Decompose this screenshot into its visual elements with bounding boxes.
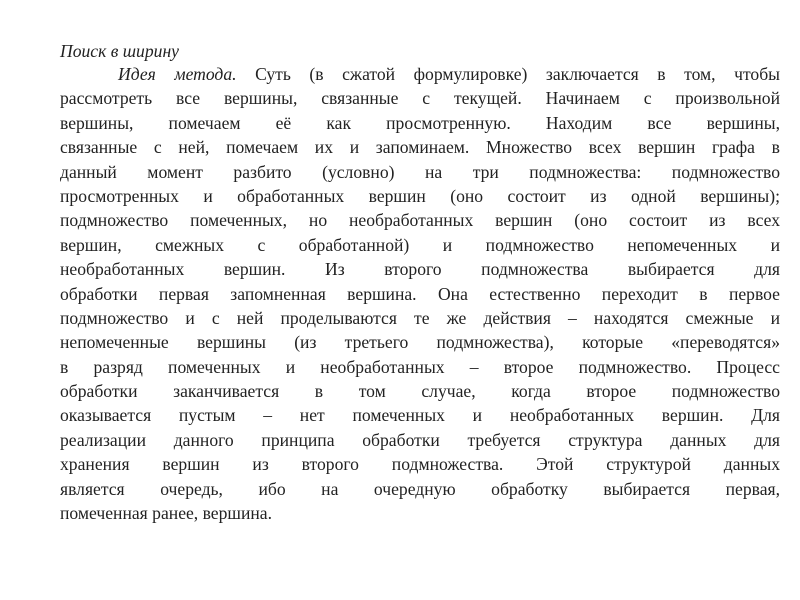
paragraph-line: непомеченные вершины (из третьего подмножества), которые «переводятся» bbox=[60, 332, 780, 353]
paragraph-line: оказывается пустым – нет помеченных и необработанных вершин. Для bbox=[60, 405, 780, 426]
paragraph-line: обработки заканчивается в том случае, когда второе подмножество bbox=[60, 381, 780, 402]
paragraph-line: обработки первая запомненная вершина. Она естественно переходит в первое bbox=[60, 283, 780, 304]
paragraph-line: необработанных вершин. Из второго подмножества выбирается для bbox=[60, 259, 780, 280]
paragraph-line bbox=[60, 62, 780, 86]
paragraph-line: в разряд помеченных и необработанных – второе подмножество. Процесс bbox=[60, 356, 780, 377]
paragraph-line: рассмотреть все вершины, связанные с текущей. Начинаем с произвольной bbox=[60, 88, 780, 109]
paragraph-line: вершины, помечаем её как просмотренную. Находим все вершины, bbox=[60, 112, 780, 133]
document-text bbox=[60, 40, 780, 525]
paragraph-line-text: Суть (в сжатой формулировке) заключается в том, чтобы bbox=[255, 64, 780, 84]
idea-label: Идея метода. bbox=[118, 64, 237, 84]
paragraph-line: вершин, смежных с обработанной) и подмножество непомеченных и bbox=[60, 234, 780, 255]
paragraph-line: связанные с ней, помечаем их и запоминаем. Множество всех вершин графа в bbox=[60, 137, 780, 158]
paragraph-line: просмотренных и обработанных вершин (оно состоит из одной вершины); bbox=[60, 185, 780, 206]
paragraph-line: помеченная ранее, вершина. bbox=[60, 503, 273, 524]
paragraph-line: реализации данного принципа обработки требуется структура данных для bbox=[60, 429, 780, 450]
paragraph-line: подмножество и с ней проделываются те же действия – находятся смежные и bbox=[60, 307, 780, 328]
paragraph-line: подмножество помеченных, но необработанных вершин (оно состоит из всех bbox=[60, 210, 780, 231]
section-heading: Поиск в ширину bbox=[60, 41, 179, 61]
paragraph-line: данный момент разбито (условно) на три подмножества: подмножество bbox=[60, 161, 780, 182]
paragraph-line: является очередь, ибо на очередную обработку выбирается первая, bbox=[60, 478, 780, 499]
paragraph-line: хранения вершин из второго подмножества. Этой структурой данных bbox=[60, 454, 780, 475]
